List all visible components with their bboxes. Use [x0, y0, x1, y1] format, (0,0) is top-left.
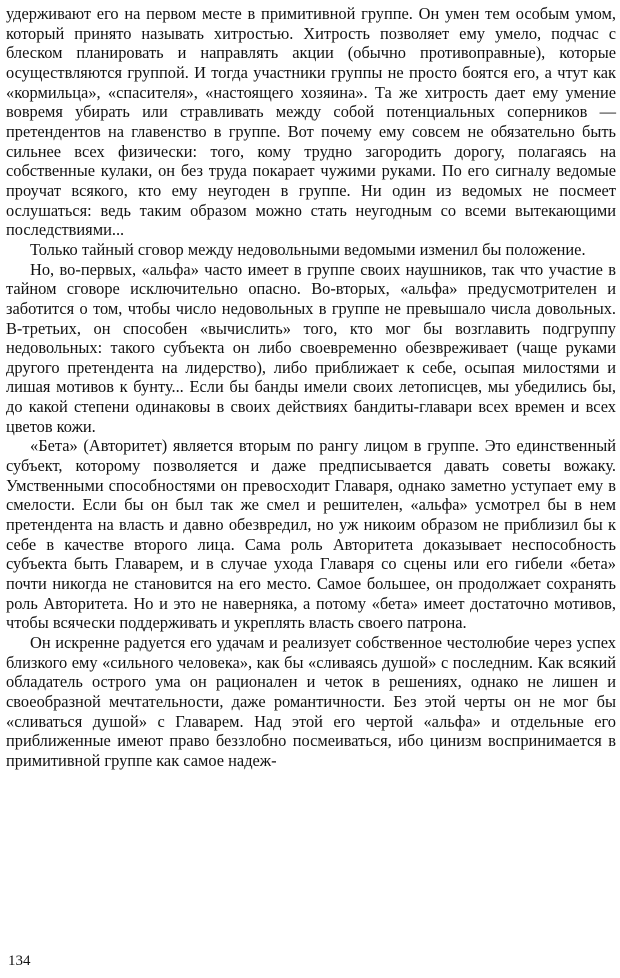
paragraph-4: «Бета» (Авторитет) является вторым по рангу лицом в группе. Это единственный субъект, которому позволяется и даже предписывается давать советы вожаку. Умственными способностями он превосходит Главаря, однако заметно уступает ему в смелости. Если бы он был так же смел и решителен, «альфа» усмотрел бы в нем претендента на власть и давно обезвредил, но уж никоим образом не приблизил бы к себе в качестве второго лица. Сама роль Авторитета доказывает неспособность субъекта быть Главарем, и в случае ухода Главаря со сцены или его гибели «бета» почти никогда не становится на его место. Самое большее, он продолжает сохранять роль Авторитета. Но и это не наверняка, а потому «бета» имеет достаточно мотивов, чтобы всячески поддерживать и укреплять власть своего патрона. — [6, 436, 616, 633]
paragraph-1: удерживают его на первом месте в примитивной группе. Он умен тем особым умом, который принято называть хитростью. Хитрость позволяет ему умело, подчас с блеском планировать и направлять акции (обычно противоправные), которые осуществляются группой. И тогда участники группы не просто боятся его, а чтут как «кормильца», «спасителя», «настоящего хозяина». Та же хитрость дает ему умение вовремя убирать или стравливать между собой потенциальных соперников — претендентов на главенство в группе. Вот почему ему совсем не обязательно быть сильнее всех физически: того, кому трудно загородить дорогу, полагаясь на собственные кулаки, он без труда покарает чужими руками. По его сигналу ведомые проучат всякого, кто ему неугоден в группе. Ни один из ведомых не посмеет ослушаться: ведь таким образом можно стать неугодным со всеми вытекающими последствиями... — [6, 4, 616, 240]
page-number: 134 — [8, 953, 31, 969]
paragraph-2: Только тайный сговор между недовольными ведомыми изменил бы положение. — [30, 239, 586, 259]
paragraph-5: Он искренне радуется его удачам и реализует собственное честолюбие через успех близкого ему «сильного человека», как бы «сливаясь душой» с последним. Как всякий обладатель острого ума он рационален и четок в решениях, однако не лишен и своеобразной мечтательности, даже романтичности. Без этой черты он не мог бы «сливаться душой» с Главарем. Над этой его чертой «альфа» и отдельные его приближенные имеют право беззлобно посмеиваться, ибо цинизм воспринимается в примитивной группе как самое надеж- — [6, 633, 616, 770]
paragraph-3: Но, во-первых, «альфа» часто имеет в группе своих наушников, так что участие в тайном сговоре исключительно опасно. Во-вторых, «альфа» предусмотрителен и заботится о том, чтобы число недовольных в группе не превышало числа довольных. В-третьих, он способен «вычислить» того, кто мог бы возглавить подгруппу недовольных: такого субъекта он либо своевременно обезвреживает (чаще руками другого претендента на лидерство), либо приближает к себе, осыпая милостями и лишая мотивов к бунту... Если бы банды имели своих летописцев, мы убедились бы, до какой степени одинаковы в своих действиях бандиты-главари всех времен и всех цветов кожи. — [6, 259, 616, 436]
